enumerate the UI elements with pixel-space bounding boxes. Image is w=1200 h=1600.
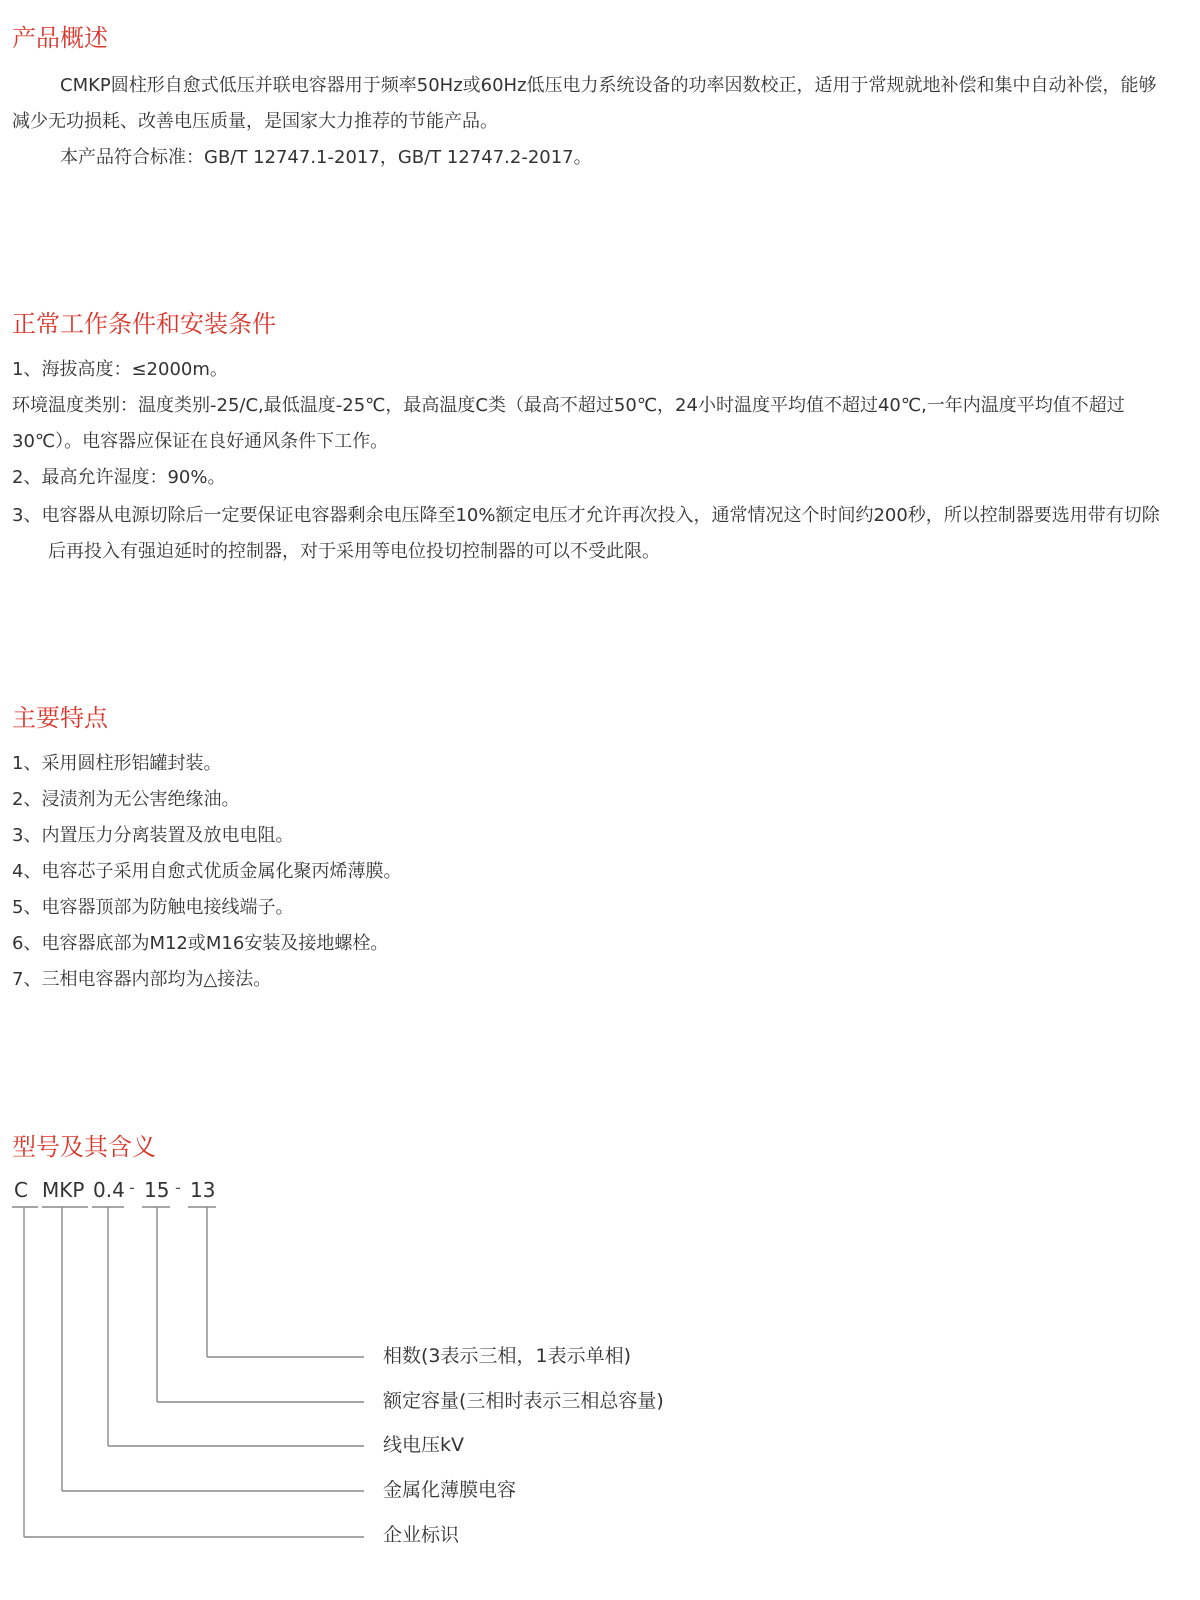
model-code-enterprise: C [14, 1178, 28, 1202]
features-item-2: 2、浸渍剂为无公害绝缘油。 [12, 789, 240, 810]
legend-phase: 相数(3表示三相，1表示单相) [383, 1345, 632, 1367]
legend-voltage: 线电压kV [383, 1434, 465, 1456]
model-code-capacity: 15 [144, 1178, 170, 1202]
conditions-item-humidity: 2、最高允许湿度：90%。 [12, 467, 226, 488]
legend-capacity: 额定容量(三相时表示三相总容量) [383, 1390, 664, 1412]
overview-paragraph-1: CMKP圆柱形自愈式低压并联电容器用于频率50Hz或60Hz低压电力系统设备的功率因数校正，适用于常规就地补偿和集中自动补偿，能够减少无功损耗、改善电压质量，是国家大力推荐的节能产品。 [12, 75, 1157, 132]
model-code-dash-2: - [175, 1178, 181, 1197]
legend-enterprise: 企业标识 [383, 1524, 460, 1546]
conditions-title: 正常工作条件和安装条件 [12, 310, 276, 338]
model-code-voltage: 0.4 [93, 1178, 125, 1202]
model-code [14, 1172, 234, 1212]
overview-paragraph-2: 本产品符合标准：GB/T 12747.1-2017，GB/T 12747.2-2017。 [60, 147, 592, 168]
model-title: 型号及其含义 [12, 1133, 156, 1161]
model-code-film-type: MKP [42, 1178, 85, 1202]
features-item-1: 1、采用圆柱形铝罐封装。 [12, 753, 222, 774]
features-item-4: 4、电容芯子采用自愈式优质金属化聚丙烯薄膜。 [12, 861, 402, 882]
conditions-item-temperature: 环境温度类别：温度类别-25/C,最低温度-25℃，最高温度C类（最高不超过50℃，24小时温度平均值不超过40℃,一年内温度平均值不超过30℃）。电容器应保证在良好通风条件下工作。 [12, 395, 1125, 452]
conditions-item-altitude: 1、海拔高度：≤2000m。 [12, 359, 228, 380]
features-item-3: 3、内置压力分离装置及放电电阻。 [12, 825, 294, 846]
features-item-6: 6、电容器底部为M12或M16安装及接地螺栓。 [12, 933, 389, 954]
model-code-phase: 13 [190, 1178, 216, 1202]
conditions-item-discharge: 3、电容器从电源切除后一定要保证电容器剩余电压降至10%额定电压才允许再次投入，通常情况这个时间约200秒，所以控制器要选用带有切除后再投入有强迫延时的控制器，对于采用等电位投切控制器的可以不受此限。 [12, 505, 1160, 562]
features-item-5: 5、电容器顶部为防触电接线端子。 [12, 897, 294, 918]
overview-title: 产品概述 [12, 24, 108, 52]
features-item-7: 7、三相电容器内部均为△接法。 [12, 969, 272, 990]
features-title: 主要特点 [12, 704, 108, 732]
model-code-dash-1: - [129, 1178, 135, 1197]
legend-film-type: 金属化薄膜电容 [383, 1479, 517, 1501]
